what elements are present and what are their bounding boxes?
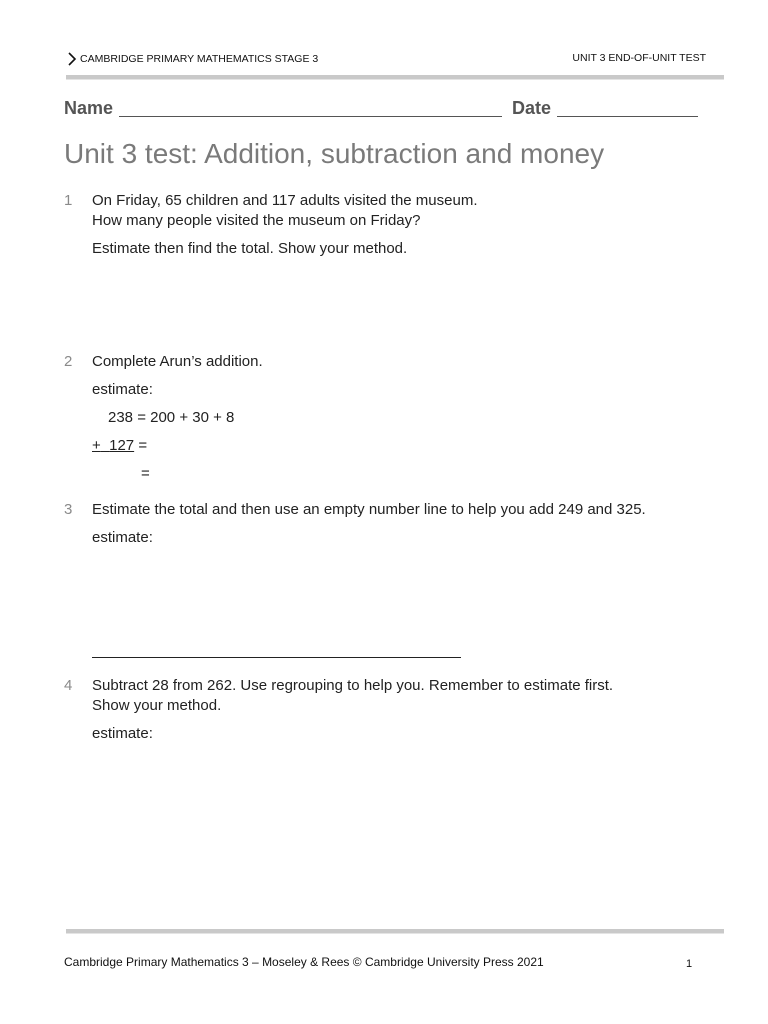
question-text: Complete Arun’s addition. <box>92 353 263 370</box>
number-line-space <box>92 657 461 658</box>
header-left <box>66 52 318 66</box>
footer-rule <box>66 929 724 934</box>
name-date-row <box>64 98 708 119</box>
question-text: Subtract 28 from 262. Use regrouping to help you. Remember to estimate first. <box>92 677 614 694</box>
date-label: Date <box>512 98 552 118</box>
estimate-label: estimate: <box>92 381 153 398</box>
addend-line <box>92 437 147 454</box>
running-header <box>66 50 706 72</box>
chevron-right-icon <box>66 52 78 66</box>
question-number: 1 <box>64 192 73 209</box>
header-rule <box>66 75 724 80</box>
equals-sign: = <box>138 437 148 454</box>
question-number: 2 <box>64 353 73 370</box>
question-text: On Friday, 65 children and 117 adults visited the museum. <box>92 192 478 209</box>
page-title: Unit 3 test: Addition, subtraction and money <box>64 138 605 169</box>
name-blank-line <box>119 98 502 117</box>
name-label: Name <box>64 98 114 118</box>
page-number: 1 <box>686 958 693 970</box>
addend-underlined <box>92 437 134 454</box>
question-body <box>92 676 728 744</box>
addend-value: 127 <box>109 437 135 454</box>
estimate-label: estimate: <box>92 529 153 546</box>
question-text: How many people visited the museum on Friday? <box>92 212 421 229</box>
date-blank-line <box>557 98 698 117</box>
question-text: Show your method. <box>92 697 222 714</box>
header-right-text: UNIT 3 END-OF-UNIT TEST <box>572 52 706 64</box>
question-body <box>92 191 728 259</box>
question-body <box>92 500 728 548</box>
footer-copyright: Cambridge Primary Mathematics 3 – Moseley & Rees © Cambridge University Press 2021 <box>64 955 544 969</box>
result-equals-sign: = <box>141 465 150 482</box>
question-instruction: Estimate then find the total. Show your method. <box>92 240 408 257</box>
estimate-label: estimate: <box>92 725 153 742</box>
plus-sign: + <box>92 437 101 454</box>
question-number: 4 <box>64 677 73 694</box>
question-number: 3 <box>64 501 73 518</box>
question-text: Estimate the total and then use an empty number line to help you add 249 and 325. <box>92 501 646 518</box>
header-left-text: CAMBRIDGE PRIMARY MATHEMATICS STAGE 3 <box>80 53 319 65</box>
question-body <box>92 352 728 400</box>
partition-line: 238 = 200 + 30 + 8 <box>108 409 235 426</box>
